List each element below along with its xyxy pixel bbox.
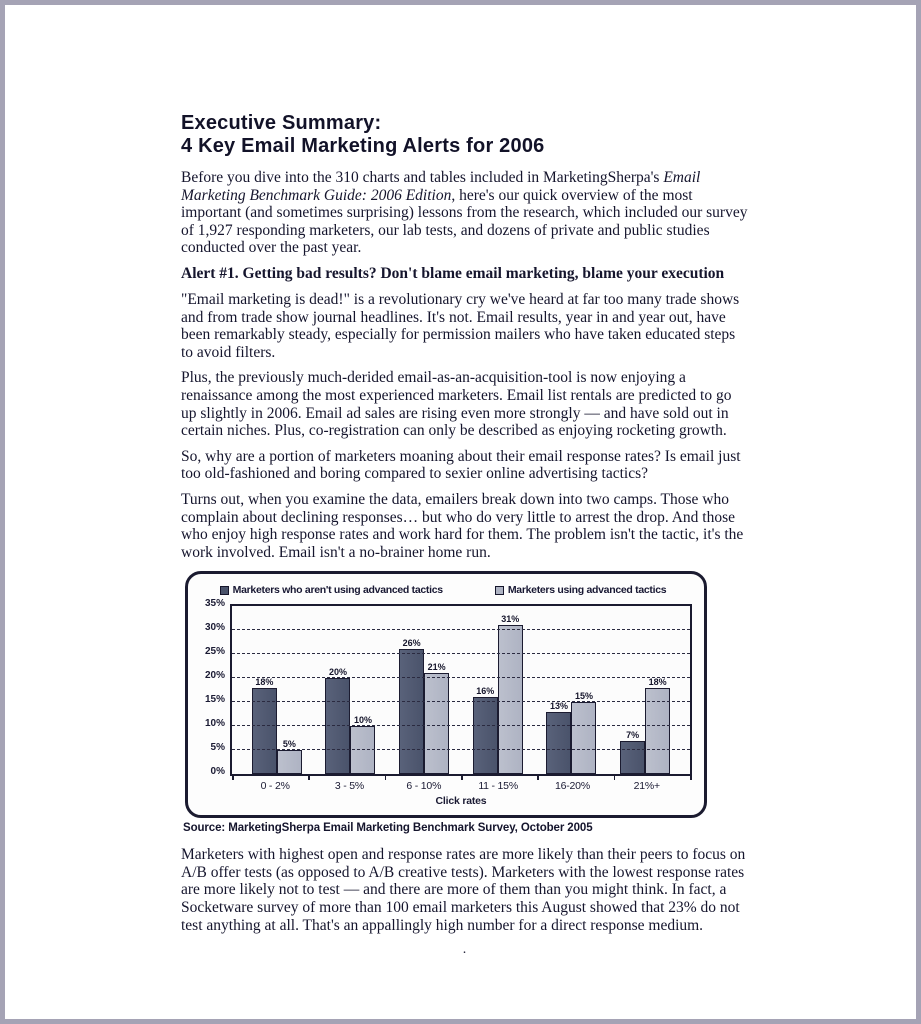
intro-text-after: , here's our quick overview of the most important (and sometimes surprising) lessons from the research, which included our survey of 1,927 responding marketers, our lab tests, and dozens of private and public studies conducted over the past year. [181, 186, 748, 257]
x-axis-tick [690, 774, 692, 780]
bar-value-label: 31% [501, 614, 520, 625]
bar [399, 649, 424, 774]
bar-value-label: 5% [282, 739, 296, 750]
legend-item [495, 584, 666, 596]
gridline [232, 653, 690, 654]
chart-y-axis [194, 598, 230, 778]
x-axis-category-label: 3 - 5% [334, 780, 365, 793]
x-axis-tick [385, 774, 387, 780]
x-axis-tick [232, 774, 234, 780]
y-axis-tick-label: 5% [210, 742, 225, 754]
chart-legend [194, 584, 692, 596]
x-axis-category-label: 11 - 15% [478, 780, 518, 793]
intro-guide-title: Email Marketing Benchmark Guide: 2006 Edition [181, 169, 701, 204]
y-axis-tick-label: 0% [210, 766, 225, 778]
bar-value-label: 13% [549, 700, 568, 711]
bar [620, 741, 645, 775]
chart-figure [185, 571, 707, 818]
closing-paragraph: Marketers with highest open and response rates are more likely than their peers to focus on A/B offer tests (as opposed to A/B creative tests). Marketers with the lowest response rates are more likely not to test — and there are more of them than you might think. In fact, a Socketware survey of more than 100 email marketers this August showed that 23% do not test anything at all. That's an appallingly high number for a direct response medium. [181, 846, 746, 934]
chart-source-caption: Source: MarketingSherpa Email Marketing Benchmark Survey, October 2005 [183, 822, 593, 835]
bar-value-label: 16% [476, 686, 495, 697]
chart-grid [194, 598, 692, 778]
gridline [232, 629, 690, 630]
bar [424, 673, 449, 774]
paragraph-renaissance: Plus, the previously much-derided email-as-an-acquisition-tool is now enjoying a renaissance among the most experienced marketers. Email list rentals are predicted to go up slightly in 2006. Email ad sales are rising even more strongly — and have sold out in certain niches. Plus, co-registration can only be described as enjoying rocketing growth. [181, 369, 732, 440]
bar [350, 726, 375, 774]
stray-mark: . [462, 942, 467, 958]
paragraph-two-camps: Turns out, when you examine the data, emailers break down into two camps. Those who complain about declining responses… but who do very little to arrest the drop. And those who enjoy high response rates and work hard for them. The problem isn't the tactic, it's the work involved. Email isn't a no-brainer home run. [181, 490, 744, 561]
paragraph-why-moaning: So, why are a portion of marketers moaning about their email response rates? Is email just too old-fashioned and boring compared to sexier online advertising tactics? [181, 447, 741, 483]
x-axis-category-label: 6 - 10% [406, 780, 442, 793]
x-axis-tick [537, 774, 539, 780]
legend-label: Marketers using advanced tactics [507, 584, 667, 597]
bar [498, 625, 523, 774]
paragraph-email-dead: "Email marketing is dead!" is a revolutionary cry we've heard at far too many trade shows and from trade show journal headlines. It's not. Email results, year in and year out, have been remarkably steady, especially for permission mailers who have taken educated steps to avoid filters. [181, 290, 740, 361]
x-axis-category-label: 21%+ [633, 780, 660, 793]
bar [473, 697, 498, 774]
legend-item [220, 584, 443, 596]
bar-value-label: 15% [574, 691, 593, 702]
bar-value-label: 21% [427, 662, 446, 673]
y-axis-tick-label: 15% [204, 694, 225, 706]
x-axis-tick [614, 774, 616, 780]
gridline [232, 749, 690, 750]
page-title-line2: 4 Key Email Marketing Alerts for 2006 [181, 135, 545, 157]
x-axis-tick [461, 774, 463, 780]
chart-x-axis-title: Click rates [435, 795, 487, 808]
page-title-line1: Executive Summary: [181, 112, 382, 134]
x-axis-category-label: 0 - 2% [260, 780, 290, 793]
y-axis-tick-label: 25% [204, 646, 225, 658]
bar-value-label: 26% [402, 638, 421, 649]
chart-plot [230, 604, 692, 776]
page-title [181, 112, 748, 158]
gridline [232, 677, 690, 678]
bar-value-label: 20% [328, 667, 347, 678]
y-axis-tick-label: 30% [204, 622, 225, 634]
x-axis-tick [308, 774, 310, 780]
legend-swatch-icon [220, 586, 229, 595]
bar-value-label: 7% [626, 729, 640, 740]
gridline [232, 701, 690, 702]
alert-1-heading: Alert #1. Getting bad results? Don't blame email marketing, blame your execution [181, 264, 725, 282]
intro-paragraph [181, 169, 748, 257]
bar [277, 750, 302, 774]
bar-value-label: 10% [353, 715, 372, 726]
document-page [181, 112, 748, 958]
bar-value-label: 18% [255, 676, 274, 687]
y-axis-tick-label: 35% [204, 598, 225, 610]
bar [571, 702, 596, 774]
bar [546, 712, 571, 774]
legend-swatch-icon [495, 586, 504, 595]
legend-label: Marketers who aren't using advanced tactics [232, 584, 443, 597]
y-axis-tick-label: 20% [204, 670, 225, 682]
intro-text-before: Before you dive into the 310 charts and tables included in MarketingSherpa's [181, 169, 664, 186]
gridline [232, 725, 690, 726]
x-axis-category-label: 16-20% [554, 780, 590, 793]
bar [325, 678, 350, 774]
bar-value-label: 18% [648, 676, 667, 687]
y-axis-tick-label: 10% [204, 718, 225, 730]
